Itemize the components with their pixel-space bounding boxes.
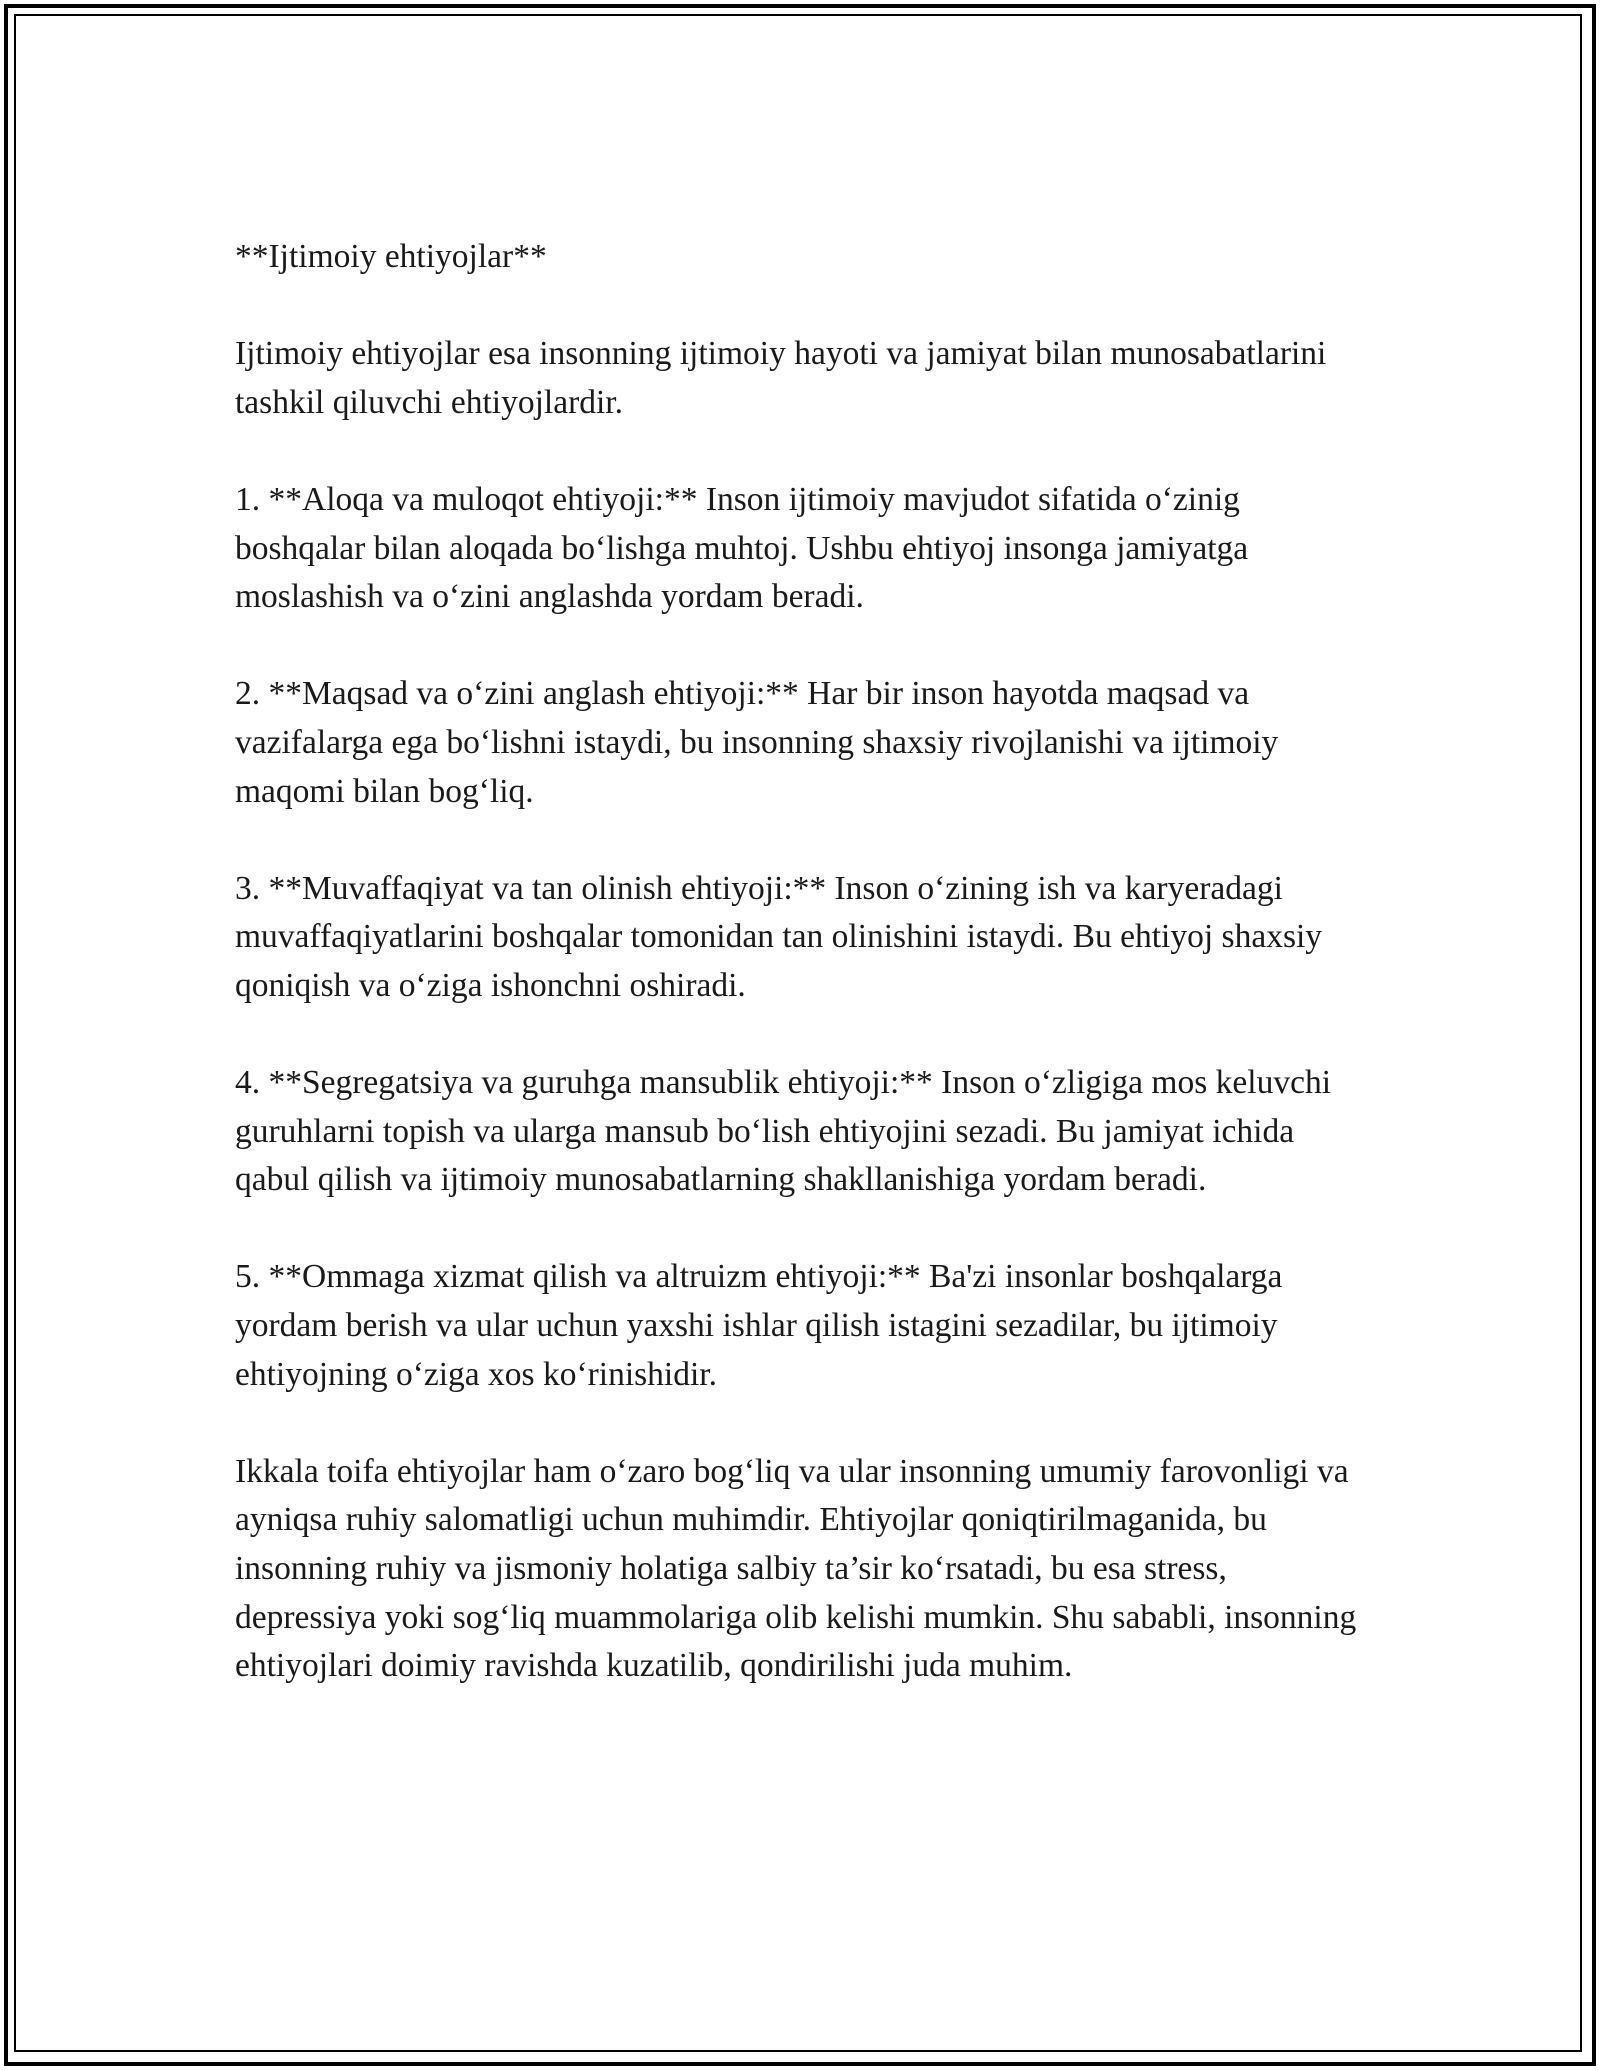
document-body bbox=[235, 233, 1365, 1691]
list-item: 5. **Ommaga xizmat qilish va altruizm ehtiyoji:** Ba'zi insonlar boshqalarga yordam berish va ular uchun yaxshi ishlar qilish istagini sezadilar, bu ijtimoiy ehtiyojning o‘ziga xos ko‘rinishidir. bbox=[235, 1258, 1283, 1393]
list-item: 3. **Muvaffaqiyat va tan olinish ehtiyoji:** Inson o‘zining ish va karyeradagi muvaffaqiyatlarini boshqalar tomonidan tan olinishini istaydi. Bu ehtiyoj shaxsiy qoniqish va o‘ziga ishonchni oshiradi. bbox=[235, 869, 1323, 1004]
list-item: 1. **Aloqa va muloqot ehtiyoji:** Inson ijtimoiy mavjudot sifatida o‘zinig boshqalar bilan aloqada bo‘lishga muhtoj. Ushbu ehtiyoj insonga jamiyatga moslashish va o‘zini anglashda yordam beradi. bbox=[235, 480, 1249, 616]
conclusion-paragraph: Ikkala toifa ehtiyojlar ham o‘zaro bog‘liq va ular insonning umumiy farovonligi va ayniqsa ruhiy salomatligi uchun muhimdir. Ehtiyojlar qoniqtirilmaganida, bu insonning ruhiy va jismoniy holatiga salbiy ta’sir ko‘rsatadi, bu esa stress, depressiya yoki sog‘liq muammolariga olib kelishi mumkin. Shu sababli, insonning ehtiyojlari doimiy ravishda kuzatilib, qondirilishi juda muhim. bbox=[235, 1452, 1357, 1685]
list-item: 2. **Maqsad va o‘zini anglash ehtiyoji:** Har bir inson hayotda maqsad va vazifalarga ega bo‘lishni istaydi, bu insonning shaxsiy rivojlanishi va ijtimoiy maqomi bilan bog‘liq. bbox=[235, 675, 1279, 810]
intro-paragraph: Ijtimoiy ehtiyojlar esa insonning ijtimoiy hayoti va jamiyat bilan munosabatlarini tashkil qiluvchi ehtiyojlardir. bbox=[235, 335, 1327, 421]
list-item: 4. **Segregatsiya va guruhga mansublik ehtiyoji:** Inson o‘zligiga mos keluvchi guruhlarni topish va ularga mansub bo‘lish ehtiyojini sezadi. Bu jamiyat ichida qabul qilish va ijtimoiy munosabatlarning shakllanishiga yordam beradi. bbox=[235, 1064, 1331, 1199]
document-heading: **Ijtimoiy ehtiyojlar** bbox=[235, 238, 547, 275]
